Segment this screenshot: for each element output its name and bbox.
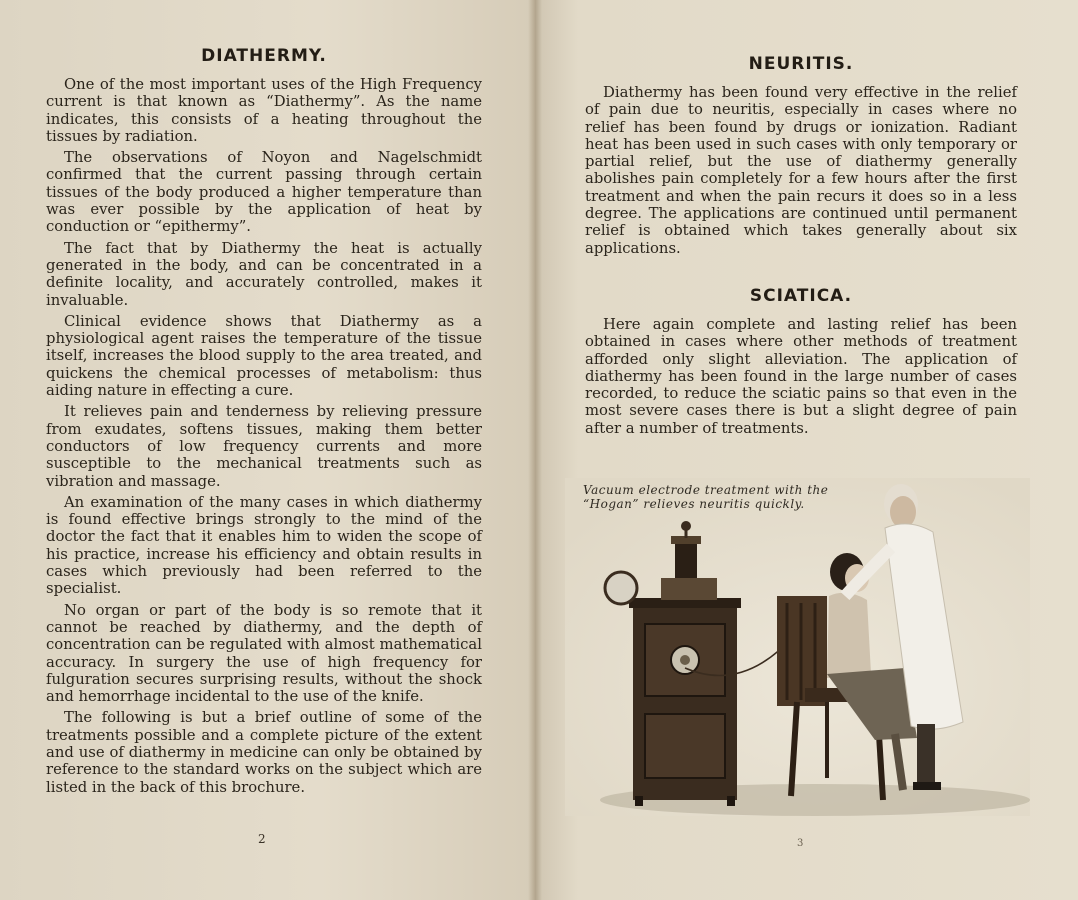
gauge-dial (605, 572, 637, 604)
paragraph: Here again complete and lasting relief has been obtained in cases where other methods of treatment afforded only slight alleviation. The application of diathermy has been found in the large number of cases recorded, to reduce the sciatic pains so that even in the most severe cases there is but a slight degree of pain after a number of treatments. (585, 316, 1017, 437)
paragraph: It relieves pain and tenderness by relieving pressure from exudates, softens tissues, making them better conductors of low frequency currents and more susceptible to the mechanical treatments such as vibration and massage. (46, 403, 482, 490)
gutter-shadow (528, 0, 542, 900)
paragraph: Clinical evidence shows that Diathermy as a physiological agent raises the temperature of the tissue itself, increases the blood supply to the area treated, and quickens the chemical processes of metabolism: thus aiding nature in effecting a cure. (46, 312, 482, 400)
diathermy-heading: DIATHERMY. (201, 46, 327, 66)
page-number-right: 3 (797, 838, 804, 849)
treatment-photo (565, 478, 1030, 816)
left-page (0, 0, 535, 900)
caption-line: Vacuum electrode treatment with the (583, 483, 829, 497)
photo-caption (583, 483, 883, 511)
paragraph: Diathermy has been found very effective in the relief of pain due to neuritis, especially in cases where no relief has been found by drugs or ionization. Radiant heat has been used in such cases with only temporary or partial relief, but the use of diathermy generally abolishes pain completely for a few hours after the first treatment and when the pain recurs it does so in a less degree. The applications are continued until permanent relief is obtained which takes generally about six applications. (585, 84, 1017, 257)
diathermy-body (46, 76, 482, 796)
neuritis-body (585, 84, 1017, 261)
paragraph: The observations of Noyon and Nagelschmidt confirmed that the current passing through certain tissues of the body produced a higher temperature than was ever possible by the application of heat by conduction or “epithermy”. (46, 149, 482, 236)
page-number-left: 2 (258, 832, 266, 846)
paragraph: The following is but a brief outline of some of the treatments possible and a complete picture of the extent and use of diathermy in medicine can only be obtained by reference to the standard works on the subject which are listed in the back of this brochure. (46, 709, 482, 796)
paragraph: One of the most important uses of the High Frequency current is that known as “Diathermy”. As the name indicates, this consists of a heating throughout the tissues by radiation. (46, 76, 482, 145)
caption-line: “Hogan” relieves neuritis quickly. (583, 497, 805, 511)
paragraph: An examination of the many cases in which diathermy is found effective brings strongly to the mind of the doctor the fact that it enables him to widen the scope of his practice, increase his efficiency and obtain results in cases which previously had been referred to the specialist. (46, 493, 482, 598)
paragraph: No organ or part of the body is so remote that it cannot be reached by diathermy, and the depth of concentration can be regulated with almost mathematical accuracy. In surgery the use of high frequency for fulguration secures surprising results, without the shock and hemorrhage incidental to the use of the knife. (46, 601, 482, 706)
paragraph: The fact that by Diathermy the heat is actually generated in the body, and can be concentrated in a definite locality, and accurately controlled, makes it invaluable. (46, 239, 482, 309)
left-column (46, 46, 482, 800)
sciatica-heading: SCIATICA. (749, 286, 853, 306)
neuritis-heading: NEURITIS. (748, 54, 854, 74)
sciatica-body (585, 316, 1017, 441)
